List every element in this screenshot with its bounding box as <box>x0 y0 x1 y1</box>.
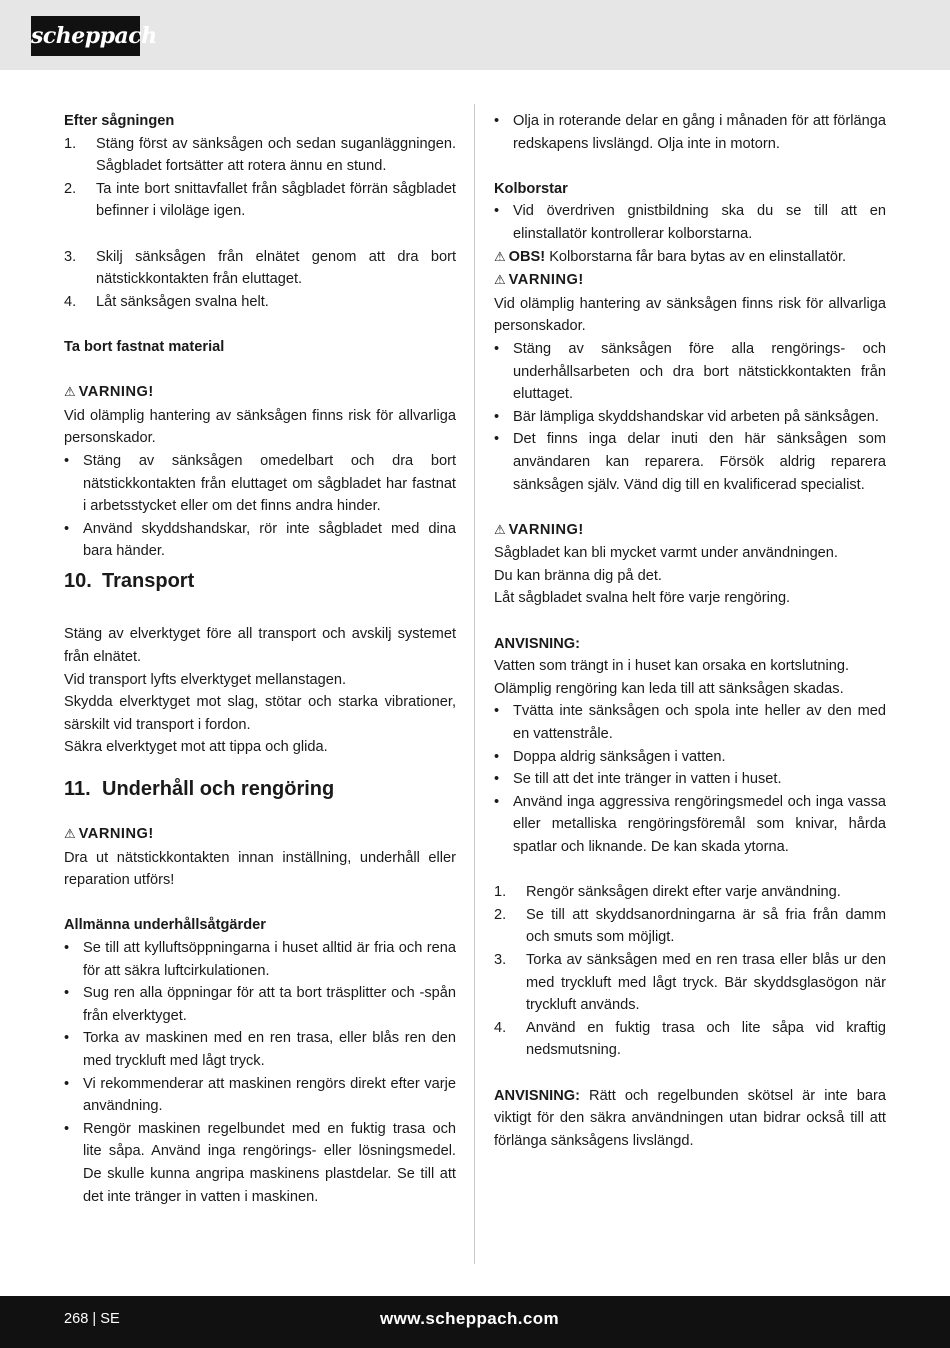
list-item: • Olja in roterande delar en gång i månaden för att förlänga redskapens livslängd. Olja inte in motorn. <box>494 110 886 155</box>
right-column <box>494 110 886 1152</box>
warning-text: Dra ut nätstickkontakten innan inställning, underhåll eller reparation utförs! <box>64 849 456 889</box>
general-maintenance-heading: Allmänna underhållsåtgärder <box>64 917 266 934</box>
list-item: • Det finns inga delar inuti den här sänksågen som användaren kan reparera. Försök aldrig reparera sänksågen själv. Vänd dig till en kvalificerad specialist. <box>494 428 886 496</box>
list-item: 4. Använd en fuktig trasa och lite såpa vid kraftig nedsmutsning. <box>494 1019 886 1059</box>
brush-bullets <box>494 200 886 245</box>
list-item: 1. Rengör sänksågen direkt efter varje användning. <box>494 884 841 901</box>
note-label: ANVISNING: <box>494 635 580 652</box>
list-item: • Sug ren alla öppningar för att ta bort träsplitter och -spån från elverktyget. <box>64 982 456 1027</box>
cleaning-steps <box>494 881 886 1062</box>
spacer <box>64 223 456 246</box>
scheppach-logo: scheppach <box>31 16 140 56</box>
page-number: 268 | SE <box>64 1311 120 1327</box>
warning-text: Vid olämplig hantering av sänksågen finns risk för allvarliga personskador. <box>494 295 886 335</box>
paragraph: Sågbladet kan bli mycket varmt under användningen. <box>494 545 838 562</box>
obs-note: ⚠ OBS! Kolborstarna får bara bytas av en elinstallatör. <box>494 248 847 265</box>
general-bullets <box>64 937 456 1208</box>
warning-triangle-icon: ⚠ <box>64 385 76 401</box>
paragraph: Skydda elverktyget mot slag, stötar och starka vibrationer, särskilt vid transport i fordon. <box>64 694 456 733</box>
website-url: www.scheppach.com <box>380 1309 560 1328</box>
list-item: • Stäng av sänksågen före alla rengörings- och underhållsarbeten och dra bort nätstickkontakten från eluttaget. <box>494 338 886 406</box>
left-column <box>64 110 456 1208</box>
paragraph: Säkra elverktyget mot att tippa och glida. <box>64 739 328 756</box>
carbon-brushes-heading: Kolborstar <box>494 180 568 197</box>
list-item: • Torka av maskinen med en ren trasa, eller blås ren den med tryckluft med lågt tryck. <box>64 1027 456 1072</box>
list-item: • Använd skyddshandskar, rör inte sågbladet med dina bara händer. <box>64 518 456 563</box>
list-item: • Tvätta inte sänksågen och spola inte heller av den med en vattenstråle. <box>494 700 886 745</box>
warning-label: ⚠ VARNING! <box>64 826 154 843</box>
warning-triangle-icon: ⚠ <box>494 249 506 265</box>
warning-triangle-icon: ⚠ <box>494 522 506 538</box>
paragraph: Stäng av elverktyget före all transport och avskilj systemet från elnätet. <box>64 626 456 666</box>
after-sawing-steps <box>64 133 456 314</box>
paragraph: Vatten som trängt in i huset kan orsaka en kortslutning. <box>494 658 850 675</box>
list-item: • Stäng av sänksågen omedelbart och dra bort nätstickkontakten från eluttaget om sågbladet har fastnat i arbetsstycket eller om det finns andra hinder. <box>64 450 456 518</box>
paragraph: Vid transport lyfts elverktyget mellanstagen. <box>64 671 347 688</box>
note-bullets <box>494 700 886 858</box>
list-item: 2. Se till att skyddsanordningarna är så fria från damm och smuts som möjligt. <box>494 906 886 946</box>
page-footer <box>0 1296 950 1348</box>
warning-bullets <box>494 338 886 496</box>
list-item: • Vi rekommenderar att maskinen rengörs direkt efter varje användning. <box>64 1073 456 1118</box>
warning-label: ⚠ VARNING! <box>494 521 584 538</box>
warning-text: Vid olämplig hantering av sänksågen finns risk för allvarliga personskador. <box>64 407 456 447</box>
list-item: • Se till att det inte tränger in vatten i huset. <box>494 768 886 791</box>
column-divider <box>474 104 475 1264</box>
list-item: • Använd inga aggressiva rengöringsmedel och inga vassa eller metalliska rengöringsföremål som knivar, hårda spatlar och liknande. De kan skada ytorna. <box>494 791 886 859</box>
final-note: ANVISNING: Rätt och regelbunden skötsel är inte bara viktigt för den säkra användningen utan bidrar också till att förlänga sänksågens livslängd. <box>494 1087 887 1149</box>
stuck-bullets <box>64 450 456 563</box>
paragraph: Du kan bränna dig på det. <box>494 567 662 584</box>
list-item: • Doppa aldrig sänksågen i vatten. <box>494 746 886 769</box>
list-item: • Bär lämpliga skyddshandskar vid arbeten på sänksågen. <box>494 406 886 429</box>
list-item: • Vid överdriven gnistbildning ska du se till att en elinstallatör kontrollerar kolborstarna. <box>494 200 886 245</box>
warning-label: ⚠ VARNING! <box>494 272 584 289</box>
list-item: 1. Stäng först av sänksågen och sedan suganläggningen. Sågbladet fortsätter att rotera ännu en stund. <box>64 135 456 175</box>
after-sawing-heading: Efter sågningen <box>64 113 175 129</box>
list-item: • Se till att kylluftsöppningarna i huset alltid är fria och rena för att säkra luftcirkulationen. <box>64 937 456 982</box>
oil-bullets <box>494 110 886 155</box>
list-item: 3. Skilj sänksågen från elnätet genom att dra bort nätstickkontakten från eluttaget. <box>64 248 456 288</box>
section-heading-maintenance: 11. Underhåll och rengöring <box>64 778 335 801</box>
list-item: • Rengör maskinen regelbundet med en fuktig trasa och lite såpa. Använd inga rengörings- eller lösningsmedel. De skulle kunna angripa maskinens plastdelar. Se till att det inte tränger in vatten i maskinen. <box>64 1118 456 1208</box>
list-item: 4. Låt sänksågen svalna helt. <box>64 293 269 310</box>
list-item: 3. Torka av sänksågen med en ren trasa eller blås ur den med tryckluft med lågt tryck. Bär skyddsglasögon när tryckluft används. <box>494 951 886 1014</box>
paragraph: Låt sågbladet svalna helt före varje rengöring. <box>494 590 791 607</box>
page-header <box>0 0 950 70</box>
paragraph: Olämplig rengöring kan leda till att sänksågen skadas. <box>494 680 844 697</box>
warning-label: ⚠ VARNING! <box>64 384 154 401</box>
warning-triangle-icon: ⚠ <box>64 827 76 843</box>
list-item: 2. Ta inte bort snittavfallet från sågbladet förrän sågbladet befinner i viloläge igen. <box>64 180 456 220</box>
section-heading-transport: 10. Transport <box>64 569 195 592</box>
warning-triangle-icon: ⚠ <box>494 273 506 289</box>
stuck-material-heading: Ta bort fastnat material <box>64 338 225 355</box>
